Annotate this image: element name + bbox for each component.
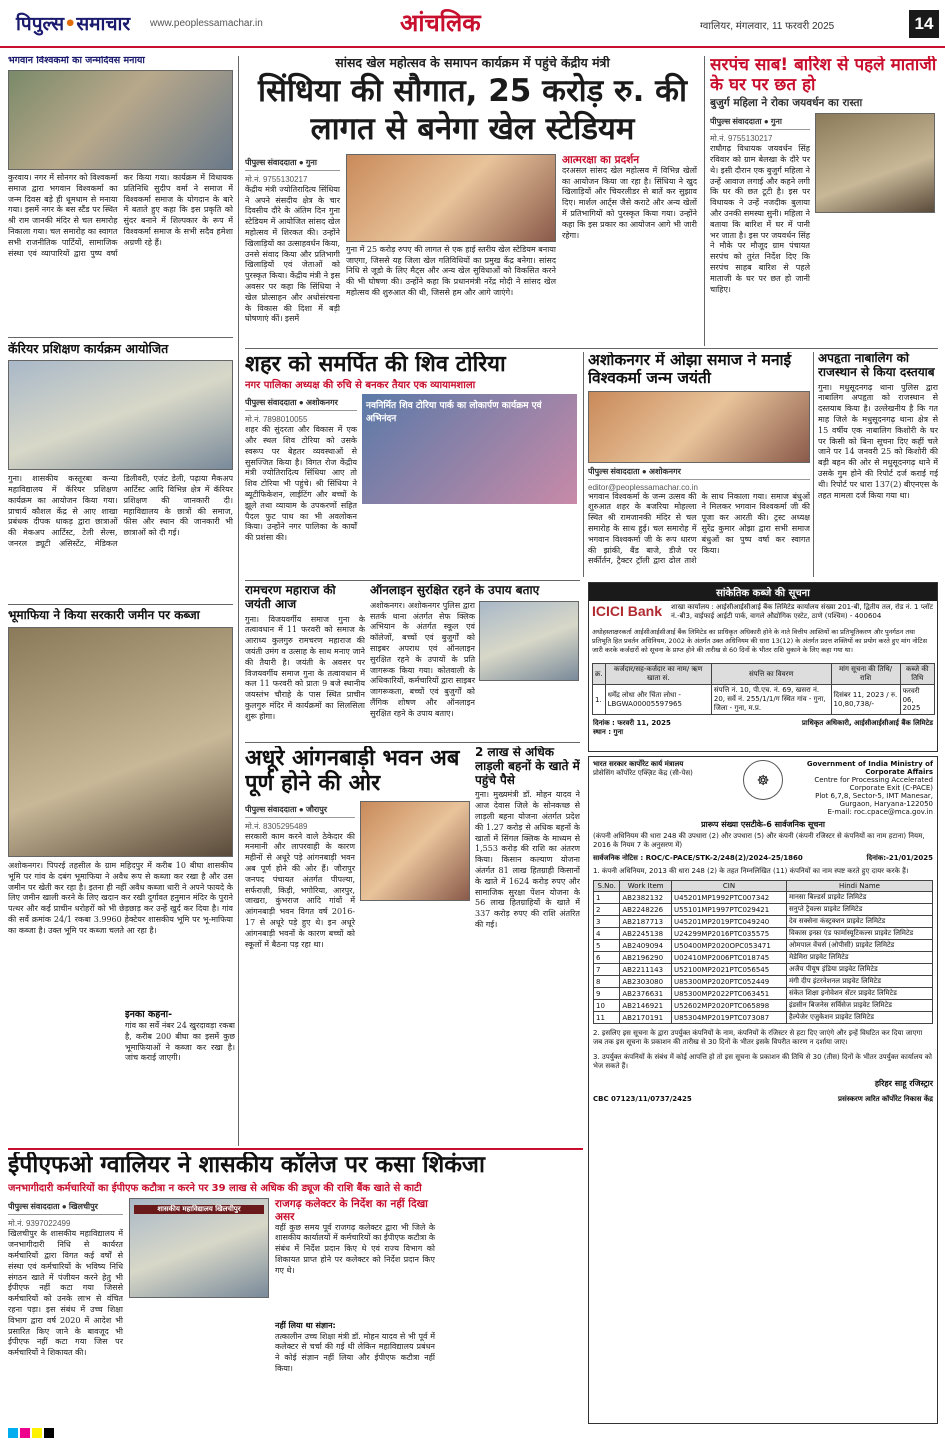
- inka-kahna-head: इनका कहना-: [125, 1010, 173, 1020]
- icici-table: [592, 663, 935, 715]
- epfo-byline: पीपुल्स संवाददाता ● खिलचीपुर: [8, 1201, 123, 1215]
- divider: [8, 604, 233, 605]
- registration-mark: [20, 1428, 30, 1438]
- section-title: आंचलिक: [400, 9, 481, 37]
- epfo-photo: [129, 1198, 269, 1298]
- aanganbadi-byline: पीपुल्स संवाददाता ● जौरापुर: [245, 804, 355, 818]
- cpace-para-2: 2. इसलिए इस सूचना के द्वारा उपर्युक्त कंपनियों के नाम, कंपनियों के रजिस्टर से हटा दिए जाएंगे और इन्हें विघटित कर दिया जाएगा जब तक इस सूचना के प्रकाशन की तारीख से 30 दिनों के भीतर इसके विपरीत कारण न दर्शाया जाए।: [593, 1029, 923, 1046]
- icici-table-header: क्र. कर्जदार/सह-कर्जदार का नाम/ ऋण खाता सं. संपत्ति का विवरण मांग सूचना की तिथि/ राशि कब्जे की तिथि: [593, 664, 935, 685]
- nabalig-story: [818, 352, 938, 577]
- icici-notice: [588, 582, 938, 752]
- table-row: 1 AB2382132 U45201MP1992PTC007342 मानसा बिल्डर्स प्राइवेट लिमिटेड: [594, 892, 933, 904]
- lead-mobile: मो.नं. 9755130217: [245, 174, 308, 184]
- epfo-subhead: जनभागीदारी कर्मचारियों का ईपीएफ कटौत्रा न करने पर 39 लाख से अधिक की ड्यूज की राशि बैंक खाते से काटी: [8, 1183, 422, 1195]
- table-row: 10 AB2146921 U52602MP2020PTC065898 इंडसीन बिजनेस सर्विसेज प्राइवेट लिमिटेड: [594, 1000, 933, 1012]
- horizontal-rule: [245, 348, 938, 349]
- horizontal-rule: [8, 1148, 583, 1150]
- cpace-right-sub: Centre for Processing Accelerated Corporate Exit (C-PACE): [814, 776, 933, 792]
- inka-kahna-quote: गांव का सर्वे नंबर 24 खुरदावड़ा रकबा है, करीब 200 बीघा का इसमें कुछ भूमाफियाओं ने कब्जा कर रखा है। जांच कराई जाएगी।: [125, 1020, 235, 1063]
- ramcharan-headline: रामचरण महाराज की जयंती आज: [245, 584, 336, 611]
- icici-logo: ICICI Bank: [592, 603, 663, 619]
- icici-date: दिनांक : फरवरी 11, 2025: [593, 719, 671, 727]
- shiv-toriya-banner: नवनिर्मित शिव टोरिया पार्क का लोकार्पण कार्यक्रम एवं अभिनंदन: [366, 401, 542, 425]
- shiv-toriya-body: शहर की सुंदरता और विकास में एक और स्थल शिव टोरिया को उसके स्वरूप पर बेहतर व्यवस्थाओं से सुसज्जित किया है। विगत रोज केंद्रीय मंत्री ज्योतिरादित्य सिंधिया आए तो शिव टोरिया भी पहुंचे। श्री सिंधिया ने ब्यूटीफिकेशन, लाईटिंग और बच्चों के झूले तथा व्यायाम के उपकरणों सहित पैदल फुट पाथ का भी अवलोकन किया। उन्होंने नगर पालिका के कार्यों की प्रशंसा की।: [245, 425, 357, 543]
- aanganbadi-body: सरकारी काम करने वाले ठेकेदार की मनमानी और लापरवाही के कारण महीनों से अधूरे पड़े आंगनबाड़ी भवन अब पूर्ण होने की ओर हैं। जौरापुर जनपद पंचायत अंतर्गत पीपल्या, सर्फराज़ी, किड़ी, भगोरिया, आरपुर, जाखरा, कुंभराज आदि गांवों में आंगनबाड़ी भवन विगत वर्ष 2016-17 से अधूरे पड़े हुए थे। इन अधूरे आंगनबाड़ी भवनों के कारण बच्चों को स्कूलों में बैठना पड़ रहा था।: [245, 831, 355, 949]
- lead-story: [245, 56, 700, 346]
- horizontal-rule: [245, 580, 580, 581]
- sarpanch-photo: [815, 113, 935, 213]
- table-row: 7 AB2211143 U52100MP2021PTC056545 अजैय पीयूष इंडिया प्राइवेट लिमिटेड: [594, 964, 933, 976]
- lead-body-2: गुना में 25 करोड़ रुपए की लागत से एक हाई स्तरीय खेल स्टेडियम बनाया जाएगा, जिससे यह जिला खेल गतिविधियों का प्रमुख केंद्र बनेगा। सांसद निधि से जूडो के लिए मैट्स और अन्य खेल सुविधाओं को विकसित करने की भी घोषणा की। उन्होंने कहा कि प्रधानमंत्री नरेंद्र मोदी ने सांसद खेल महोत्सव की शुरुआत की थी, जिससे हम और आगे जाएंगे।: [346, 244, 556, 297]
- rajgarh-headline: राजगढ़ कलेक्टर के निर्देश का नहीं दिखा असर: [275, 1198, 428, 1223]
- column-rule: [813, 352, 814, 577]
- epfo-story: [8, 1152, 583, 1424]
- registration-mark: [44, 1428, 54, 1438]
- left-column: [8, 56, 233, 1146]
- career-body: गुना। शासकीय कस्तूरबा कन्या महाविद्यालय में कॅरियर प्रशिक्षण कार्यक्रम का आयोजन किया गया। प्राचार्य कौशल केंद्र से आए शाखा प्रबंधक दीपक धाकड़ द्वारा छात्राओं की मेकअप आर्टिस्ट, टेली सेल्स, जनरल ड्यूटी असिस्टेंट, मेडिकल डिलीवरी, एजंट डेली, पढ़ाया मैकअप आर्टिस्ट आदि विभिन्न क्षेत्र में कॅरियर प्रशिक्षण की जानकारी दी। महाविद्यालय के छात्रों की समाज, फीस और स्थान की जानकारी भी छात्राओं को दी गई।: [8, 474, 233, 549]
- table-row: 1. धर्मेंद्र लोधा और चिंता लोधा - LBGWA00005597965 संपत्ति नं. 10, पी.एच. नं. 69, खसरा नं. 20, सर्वे नं. 255/1/1/ग स्थित गांव - गुना, जिला - गुना, म.प्र. दिसंबर 11, 2023 / रु. 10,80,738/- फरवरी 06, 2025: [593, 685, 935, 715]
- bhumafia-body: अशोकनगर। पिपरई तहसील के ग्राम महिदपुर में करीब 10 बीघा शासकीय भूमि पर गांव के दबंग भूमाफिया ने अवैध रूप से कब्जा कर रखा है और उस जमीन पर खेती कर रहा है। इतना ही नहीं अवैध कब्जा धारी ने अपने फायदे के लिए जमीन खाली करने के लिए खदान कर रखी दुर्गावत हनुमान मंदिर के पुराने पत्थर और कई प्राचीन धरोहरों को भी छेड़छाड़ कर उन्हें खुर्द कर दिया है। गांव की सर्वे क्रमांक 24/1 रकबा 3.9960 हेक्टेयर शासकीय भूमि पर भू-माफिया का कब्जा है। उक्त भूमि पर कब्जा चलते आ रहा है।: [8, 861, 233, 935]
- lead-photo: [346, 154, 556, 242]
- lead-kicker: सांसद खेल महोत्सव के समापन कार्यक्रम में पहुंचे केंद्रीय मंत्री: [335, 56, 610, 70]
- ojha-photo: [588, 391, 810, 463]
- cpace-right-head: Government of India Ministry of Corporate Affairs: [806, 760, 933, 776]
- epfo-mobile: मो.नं. 9397022499: [8, 1219, 71, 1229]
- sarpanch-body: राघौगढ़ विधायक जयवर्धन सिंह रविवार को ग्राम बेलखा के दौरे पर थे। इसी दौरान एक बुजुर्ग महिला ने उन्हें आवाज लगाई और कहने लगी कि घर की छत टूटी है। इस पर विधायक ने उन्हें नजदीक बुलाया और उनकी समस्या सुनी। महिला ने बताया कि बारिश में घर में पानी भर जाता है। इस पर जयवर्धन सिंह ने मौके पर मौजूद ग्राम पंचायत सरपंच को तुरंत निर्देश दिए कि सरपंच साहब बारिश से पहले माताजी के घर पर छत हो जानी चाहिए।: [710, 144, 810, 294]
- cpace-title: प्रारूप संख्या एसटीके-6 सार्वजनिक सूचना: [701, 820, 825, 829]
- cpace-address: Plot 6,7,8, Sector-5, IMT Manesar, Gurgaon, Haryana-122050: [815, 792, 933, 808]
- table-row: 8 AB2303080 U85300MP2020PTC052449 मंगी दीप इंटरनेशनल प्राइवेट लिमिटेड: [594, 976, 933, 988]
- cpace-subtitle: (कंपनी अधिनियम की धारा 248 की उपधारा (2) और उपधारा (5) और कंपनी (कंपनी रजिस्टर से कंपनियों का नाम हटाना) नियम, 2016 के नियम 7 के अनुसरण में): [593, 832, 925, 849]
- shiv-toriya-subhead: नगर पालिका अध्यक्ष की रुचि से बनकर तैयार एक व्यायामशाला: [245, 380, 476, 392]
- column-rule: [238, 56, 239, 1146]
- inka-kahna: [125, 1010, 235, 1140]
- cpace-left-head: भारत सरकार कार्पोरेट कार्य मंत्रालय: [593, 760, 684, 768]
- column-rule: [583, 352, 584, 577]
- rajgarh-body-2: तत्कालीन उच्च शिक्षा मंत्री डॉ. मोहन यादव से भी पूर्व में कलेक्टर से चर्चा की गई थी लेकिन महाविद्यालय प्रबंधन ने कोई संज्ञान नहीं लिया और ईपीएफ कटौत्रा नहीं किया।: [275, 1331, 435, 1373]
- vishwakarma-photo: [8, 70, 233, 170]
- shiv-toriya-story: [245, 352, 580, 577]
- ojha-body: भगवान विश्वकर्मा के जन्म उत्सव की शुरुआत शहर के बजरिया मोहल्ला स्थित श्री रामजानकी मंदिर से चल समारोह के साथ हुई। चल समारोह में भगवान विश्वकर्मा जी के रूप धारण की झांकी, बैंड बाजे, डीजे पर सर्कीर्तन, ट्रैक्टर ट्रॉली द्वारा ढोल ताशे के साथ निकाला गया। समाज बंधुओं ने मिलकर भगवान विश्वकर्मा जी की पूजा कर आरती की। ट्रस्ट अध्यक्ष सुरेंद्र कुमार ओझा द्वारा सभी समाज बंधुओं का पुष्प वर्षा कर स्वागत किया।: [588, 491, 810, 566]
- cpace-signer-sub: प्रसंस्करण त्वरित कॉर्पोरेट निकास केंद्र: [838, 1095, 933, 1103]
- newspaper-logo[interactable]: पिपुल्स•समाचार: [16, 13, 131, 35]
- ladli-headline: 2 लाख से अधिक लाड़ली बहनों के खाते में पहुंचे पैसे: [475, 746, 580, 787]
- online-headline: ऑनलाइन सुरक्षित रहने के उपाय बताए: [370, 584, 540, 597]
- cpace-table-header: S.No. Work Item CIN Hindi Name: [594, 881, 933, 892]
- aatmaraksha-body: दरअसल सांसद खेल महोत्सव में विभिन्न खेलों का आयोजन किया जा रहा है। सिंधिया ने खुद खिलाड़ियों और चियरलीडर से बातें कर सुझाव दिए। मार्शल आर्ट्स जैसे कराटे और अन्य खेलों में प्रतिभागियों को पुरस्कृत किया गया। उन्होंने कहा कि इस प्रकार का आयोजन आगे भी जारी रहेगा।: [562, 165, 697, 240]
- table-row: 11 AB2170191 U85304MP2019PTC073087 हैल्पेजेर एजुकेशन प्राइवेट लिमिटेड: [594, 1012, 933, 1024]
- ramcharan-body: गुना। विजयवर्गीय समाज गुना के तत्वावधान में 11 फरवरी को समाज के आराध्य कुलगुरु रामचरण महाराज की जयंती उमंग व उत्साह के साथ मनाए जाने की तैयारी है। जयंती के अवसर पर विजयवर्गीय समाज गुना के तत्वावधान में कल 11 फरवरी को प्रातः 9 बजे स्थानीय जयस्तंभ चौराहे के पास स्थित प्राचीन कुलगुरु मंदिर में कार्यक्रमों का सिलसिला शुरू होगा।: [245, 614, 365, 721]
- cpace-date: दिनांक:-21/01/2025: [866, 854, 933, 862]
- epfo-body: खिलचीपुर के शासकीय महाविद्यालय में जनभागीदारी निधि से कार्यरत कर्मचारियों द्वारा विगत कई वर्षों से संस्था एवं कर्मचारियों के भविष्य निधि संगठन खाते में पंजीयन करने हेतु भी ईपीएफ नहीं कटा गया जिससे कर्मचारियों को उनके लाभ से वंचित रहना पड़ा। इस संबंध में उच्च शिक्षा विभाग द्वारा वर्ष 2020 में आदेश भी प्रसारित किए जाने के बावजूद भी ईपीएफ नहीं कटा गया जिस पर कर्मचारियों ने शिकायत की।: [8, 1229, 123, 1358]
- website-url[interactable]: www.peoplessamachar.in: [150, 18, 263, 29]
- registration-mark: [32, 1428, 42, 1438]
- shiv-toriya-mobile: मो.नं. 7898010055: [245, 415, 308, 425]
- table-row: 9 AB2376631 U85300MP2022PTC063451 संकेत शिक्षा इनोवेशन सेंटर प्राइवेट लिमिटेड: [594, 988, 933, 1000]
- ojha-story: [588, 352, 810, 577]
- vishwakarma-body: कुरवाय। नगर में सोनगर को विश्वकर्मा समाज द्वारा भगवान विश्वकर्मा का जन्म दिवस बड़े ही धूमधाम से मनाया गया। इसमें नगर के बस स्टैंड पर स्थित श्री राम जानकी मंदिर से चल समारोह निकाला गया। चल समारोह का स्वागत सभी राजनीतिक पार्टियों, सामाजिक संस्था एवं व्यापारियों द्वारा पुष्प वर्षा कर किया गया। कार्यक्रम में विधायक प्रतिनिधि सुदीप वर्मा ने समाज में विश्वकर्मा समाज के योगदान के बारे में बताते हुए कहा कि इस प्रकृति को सुंदर बनाने में शिल्पकार के रूप में विश्वकर्मा समाज के सभी सदैव हमेशा अग्रणी रहे हैं।: [8, 172, 233, 258]
- cpace-intro: 1. कंपनी अधिनियम, 2013 की धारा 248 (2) के तहत निम्नलिखित (11) कंपनियों का नाम स्पष्ट करते हुए दायर करके हैं।: [593, 867, 909, 875]
- icici-place: स्थान : गुना: [593, 728, 624, 736]
- table-row: 4 AB2245138 U24299MP2016PTC035575 विकास इन्फ्रा एंड फार्मास्यूटिकल्स प्राइवेट लिमिटेड: [594, 928, 933, 940]
- vishwakarma-headline: भगवान विश्वकर्मा का जन्मदिवस मनाया: [8, 56, 145, 66]
- aanganbadi-headline: अधूरे आंगनबाड़ी भवन अब पूर्ण होने की ओर: [245, 746, 460, 797]
- divider: [8, 337, 233, 338]
- sarpanch-headline: सरपंच साब! बारिश से पहले माताजी के घर पर छत हो: [710, 56, 937, 95]
- table-row: 3 AB2187713 U45201MP2019PTC049240 देव सक्सेना कंस्ट्रक्शन प्राइवेट लिमिटेड: [594, 916, 933, 928]
- icici-signatory: प्राधिकृत अधिकारी, आईसीआईसीआई बैंक लिमिटेड: [801, 719, 933, 727]
- rajgarh-subhead: नहीं लिया था संज्ञान:: [275, 1320, 336, 1330]
- sarpanch-byline: पीपुल्स संवाददाता ● गुना: [710, 116, 810, 130]
- icici-notice-title: सांकेतिक कब्जे की सूचना: [589, 583, 937, 601]
- cpace-email[interactable]: E-mail: roc.cpace@mca.gov.in: [827, 808, 933, 816]
- table-row: 6 AB2196290 U02410MP2006PTC018745 मेडेमिरा प्राइवेट लिमिटेड: [594, 952, 933, 964]
- rajgarh-body: वहीं कुछ समय पूर्व राजगढ़ कलेक्टर द्वारा भी जिले के शासकीय कार्यालयों में कर्मचारियों का ईपीएफ कटौत्रा के संबंध में निर्देश प्रदान किए थे एवं राज्य विभाग को शिकायत प्राप्त होने पर कलेक्टर को निर्देश प्रदान किए गए थे।: [275, 1222, 435, 1275]
- aanganbadi-mobile: मो.नं. 8305295489: [245, 821, 308, 831]
- dateline: ग्वालियर, मंगलवार, 11 फरवरी 2025: [700, 21, 835, 32]
- cpace-para-3: 3. उपर्युक्त कंपनियों के संबंध में कोई आपत्ति हो तो इस सूचना के प्रकाशन की तिथि से 30 (तीस) दिनों के भीतर उपर्युक्त कार्यालय को भेज सकते हैं।: [593, 1053, 932, 1070]
- career-photo: [8, 360, 233, 470]
- online-photo: [479, 601, 579, 681]
- epfo-headline: ईपीएफओ ग्वालियर ने शासकीय कॉलेज पर कसा शिकंजा: [8, 1152, 485, 1178]
- shiv-toriya-byline: पीपुल्स संवाददाता ● अशोकनगर: [245, 397, 357, 411]
- icici-text: अधोहस्ताक्षरकर्ता आईसीआईसीआई बैंक लिमिटेड का प्राधिकृत अधिकारी होने के नाते वित्तीय आस्तियों का प्रतिभूतिकरण और पुनर्गठन तथा प्रतिभूति हित प्रवर्तन अधिनियम, 2002 के अंतर्गत उक्त अधिनियम की धारा 13(12) के अंतर्गत प्रदत्त शक्तियों का प्रयोग करते हुए मांग नोटिस जारी करके कर्जदारों को सूचना के प्राप्त होने की तारीख से 60 दिनों के भीतर राशि चुकाने के लिए कहा गया था।: [592, 628, 927, 654]
- aanganbadi-story: [245, 746, 470, 1146]
- registration-mark: [8, 1428, 18, 1438]
- online-story: [370, 584, 580, 739]
- sarpanch-mobile: मो.नं. 9755130217: [710, 134, 773, 144]
- cpace-left-sub: प्रोसेसिंग कॉर्पोरेट एक्ज़िट केंद्र (सी-पेस): [593, 769, 693, 777]
- sarpanch-story: [710, 56, 938, 346]
- nabalig-headline: अपहृता नाबालिग को राजस्थान से किया दस्तयाब: [818, 352, 935, 379]
- bhumafia-photo: [8, 627, 233, 857]
- cpace-notice-no: सार्वजनिक नोटिस : ROC/C-PACE/STK-2/248(2)/2024-25/1860: [593, 854, 803, 862]
- lead-headline: सिंधिया की सौगात, 25 करोड़ रु. की लागत से बनेगा खेल स्टेडियम: [258, 73, 687, 147]
- aatmaraksha-headline: आत्मरक्षा का प्रदर्शन: [562, 153, 640, 166]
- masthead: [0, 0, 945, 48]
- lead-body-1: केंद्रीय मंत्री ज्योतिरादित्य सिंधिया ने अपने संसदीय क्षेत्र के चार दिवसीय दौरे के अंतिम दिन गुना स्टेडियम में आयोजित सांसद खेल महोत्सव में शिरकत की। उन्होंने खिलाड़ियों का उत्साहवर्धन किया, उनसे संवाद किया और प्रतिभागी खिलाड़ियों एवं जेताओं को पुरस्कृत किया। केंद्रीय मंत्री ने इस अवसर पर कहा कि सिंधिया ने खेल प्रोत्साहन और अधोसंरचना के विकास की दिशा में बड़ी घोषणाएं कीं। इसमें: [245, 184, 340, 324]
- cbc-code: CBC 07123/11/0737/2425: [593, 1095, 692, 1103]
- shiv-toriya-headline: शहर को समर्पित की शिव टोरिया: [245, 352, 506, 377]
- ojha-byline: पीपुल्स संवाददाता ● अशोकनगर: [588, 466, 810, 480]
- table-row: 5 AB2409094 U50400MP2020OPC053471 ओमपाल वेंचर्स (ओपीसी) प्राइवेट लिमिटेड: [594, 940, 933, 952]
- online-body: अशोकनगर। अशोकनगर पुलिस द्वारा सतर्क थाना अंतर्गत सेफ क्लिक अभियान के अंतर्गत स्कूल एवं कॉलेजों, बच्चों एवं बुजुर्गों को साइबर अपराध एवं ऑनलाइन सुरक्षित रहने के उपायों के प्रति जागरूक किया गया। कोतवाली के अधिकारियों, कर्मचारियों द्वारा साइबर जागरूकता, बच्चों एवं बुजुर्गों को लैंगिक शोषण और ऑनलाइन सुरक्षित रहने के उपाय बताए।: [370, 600, 475, 718]
- horizontal-rule: [245, 742, 580, 743]
- cpace-table: [593, 880, 933, 1024]
- cpace-notice: [588, 756, 938, 1424]
- emblem-icon: ☸: [743, 760, 783, 800]
- sarpanch-subhead: बुजुर्ग महिला ने रोका जयवर्धन का रास्ता: [710, 97, 863, 110]
- icici-intro: शाखा कार्यालय : आईसीआईसीआई बैंक लिमिटेड कार्यालय संख्या 201-बी, द्वितीय तल, रोड नं. 1 प्लॉट नं.-बी3, वाईफाई आईटी पार्क, वागले औद्योगिक एस्टेट, ठाणे (पश्चिम) - 400604: [671, 603, 934, 620]
- ojha-email[interactable]: editor@peoplessamachar.co.in: [588, 482, 698, 492]
- ladli-body: गुना। मुख्यमंत्री डॉ. मोहन यादव ने आज देवास जिले के सोनकच्छ से लाड़ली बहना योजना अंतर्गत प्रदेश की 1.27 करोड़ से अधिक बहनों के खातों में सिंगल क्लिक के माध्यम से 1,553 करोड़ की राशि का अंतरण किया। किसान कल्याण योजना अंतर्गत 81 लाख हितग्राही किसानों के खाते में 1624 करोड़ रुपए और सामाजिक सुरक्षा पेंशन योजना के 56 लाख हितग्राहियों के खाते में 337 करोड़ रुपए की राशि अंतरित की गई।: [475, 790, 580, 929]
- lead-byline: पीपुल्स संवाददाता ● गुना: [245, 157, 340, 171]
- cpace-signer: हरिहर साहू रजिस्ट्रार: [874, 1079, 933, 1088]
- ladli-story: [475, 746, 580, 1146]
- shiv-toriya-photo: [362, 394, 577, 504]
- college-sign: शासकीय महाविद्यालय खिलचीपुर: [134, 1205, 264, 1214]
- ojha-headline: अशोकनगर में ओझा समाज ने मनाई विश्वकर्मा जन्म जयंती: [588, 352, 792, 387]
- bhumafia-headline: भूमाफिया ने किया सरकारी जमीन पर कब्जा: [8, 608, 200, 623]
- page-number: 14: [909, 10, 939, 38]
- nabalig-body: गुना। मधुसूदनगढ़ थाना पुलिस द्वारा नाबालिग अपहृता को राजस्थान से दस्तयाब किया है। उल्लेखनीय है कि गत माह जिले के मधुसूदनगढ़ थाना क्षेत्र से 15 वर्षीय एक नाबालिग किशोरी के घर पर किसी को बिना सूचना दिए कहीं चले जाने पर 14 जनवरी 25 को किशोरी की बड़ी बहन की ओर से मधुसूदनगढ़ थाने में उसके गुम होने की रिपोर्ट दर्ज कराई गई थी। रिपोर्ट पर धारा 137(2) बीएनएस के तहत मामला दर्ज किया गया था।: [818, 382, 938, 500]
- column-rule: [704, 56, 705, 346]
- career-headline: कॅरियर प्रशिक्षण कार्यक्रम आयोजित: [8, 340, 169, 356]
- aanganbadi-photo: [360, 801, 470, 901]
- ramcharan-story: [245, 584, 365, 739]
- table-row: 2 AB2248226 U55101MP1997PTC029421 सनुप्ते ट्रैवल्स प्राइवेट लिमिटेड: [594, 904, 933, 916]
